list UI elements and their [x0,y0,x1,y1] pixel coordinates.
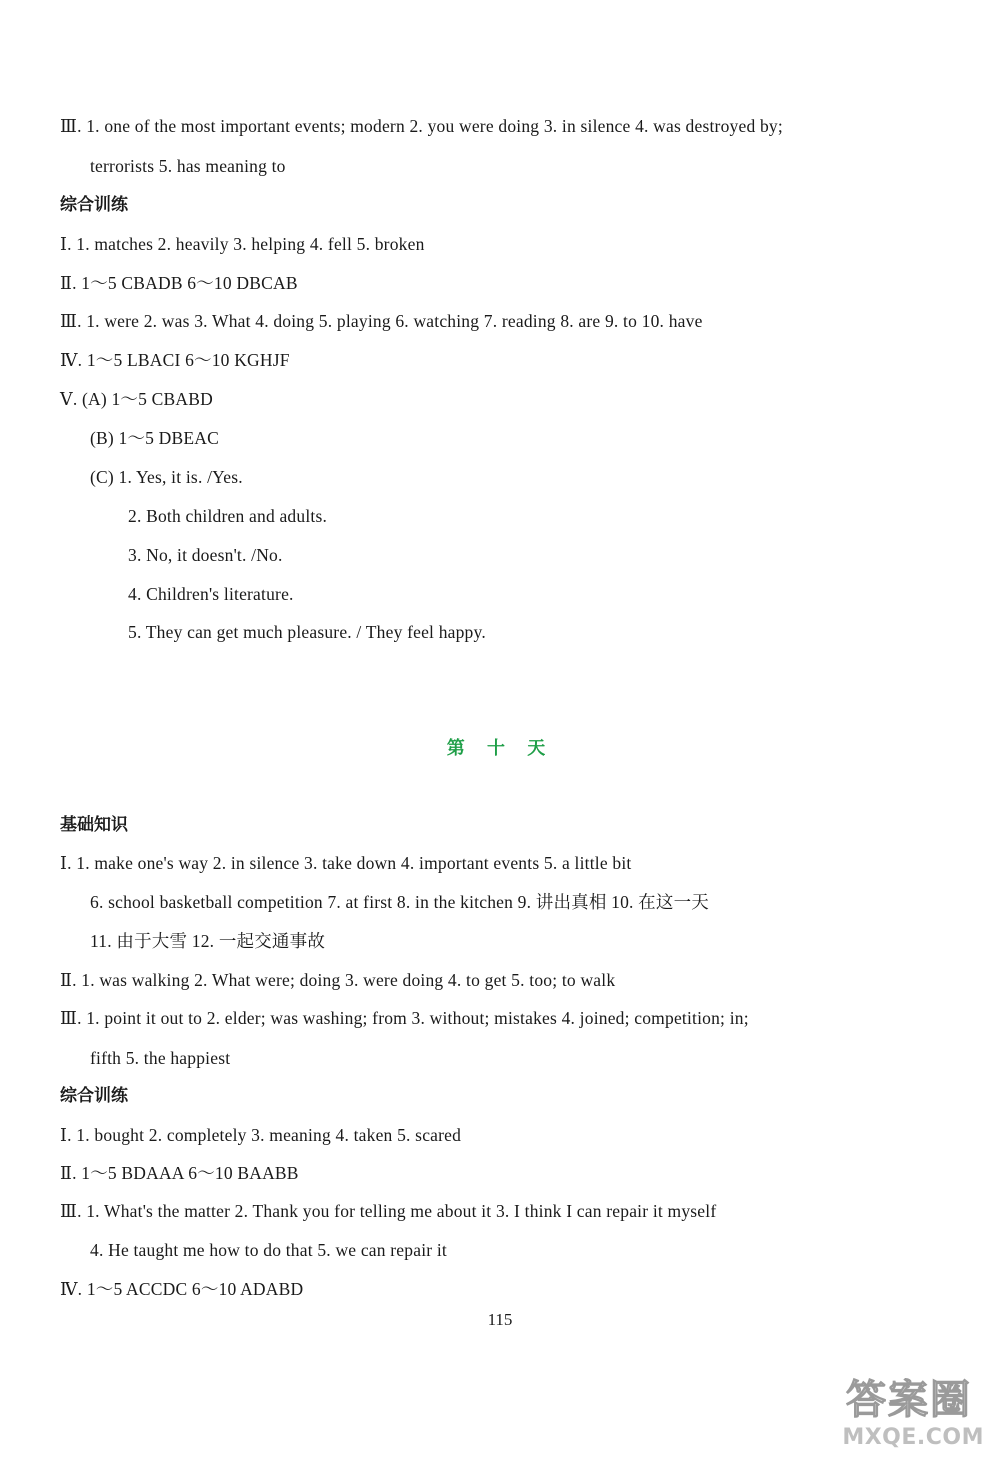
answer-line: 2. Both children and adults. [128,506,328,526]
answer-line: Ⅰ. 1. bought 2. completely 3. meaning 4. taken 5. scared [60,1125,462,1145]
watermark-logo [815,1364,990,1456]
answer-line: Ⅳ. 1～5 ACCDC 6～10 ADABD [60,1279,304,1299]
answer-line: Ⅴ. (A) 1～5 CBABD [60,389,213,409]
answer-line: (C) 1. Yes, it is. /Yes. [90,467,243,487]
answer-line: Ⅲ. 1. point it out to 2. elder; was washing; from 3. without; mistakes 4. joined; competition; in; [60,1008,749,1028]
section-heading: 综合训练 [60,1086,128,1106]
answer-line: Ⅲ. 1. What's the matter 2. Thank you for telling me about it 3. I think I can repair it myself [60,1201,717,1221]
answer-line: Ⅰ. 1. matches 2. heavily 3. helping 4. fell 5. broken [60,234,425,254]
answer-line: terrorists 5. has meaning to [90,156,286,176]
answer-line: 3. No, it doesn't. /No. [128,545,283,565]
answer-line: 4. He taught me how to do that 5. we can repair it [90,1240,447,1260]
answer-line: Ⅱ. 1. was walking 2. What were; doing 3. were doing 4. to get 5. too; to walk [60,970,616,990]
answer-line: (B) 1～5 DBEAC [90,428,219,448]
answer-line: Ⅱ. 1～5 CBADB 6～10 DBCAB [60,273,298,293]
answer-line: Ⅱ. 1～5 BDAAA 6～10 BAABB [60,1163,299,1183]
page-number: 115 [487,1310,513,1329]
answer-line: Ⅲ. 1. were 2. was 3. What 4. doing 5. playing 6. watching 7. reading 8. are 9. to 10. have [60,311,703,331]
day-title: 第 十 天 [446,738,554,759]
watermark-url: MXQE.COM [842,1425,984,1450]
answer-line: fifth 5. the happiest [90,1048,231,1068]
answer-line: 4. Children's literature. [128,584,294,604]
answer-line: Ⅰ. 1. make one's way 2. in silence 3. take down 4. important events 5. a little bit [60,853,632,873]
answer-line: Ⅳ. 1～5 LBACI 6～10 KGHJF [60,350,290,370]
answer-line: Ⅲ. 1. one of the most important events; modern 2. you were doing 3. in silence 4. was destroyed by; [60,116,783,136]
section-heading: 综合训练 [60,195,128,215]
answer-line: 6. school basketball competition 7. at first 8. in the kitchen 9. 讲出真相 10. 在这一天 [90,892,709,912]
section-heading: 基础知识 [60,815,128,835]
watermark-title: 答案圈 [846,1377,972,1423]
answer-line: 11. 由于大雪 12. 一起交通事故 [90,931,326,951]
answer-line: 5. They can get much pleasure. / They feel happy. [128,622,486,642]
